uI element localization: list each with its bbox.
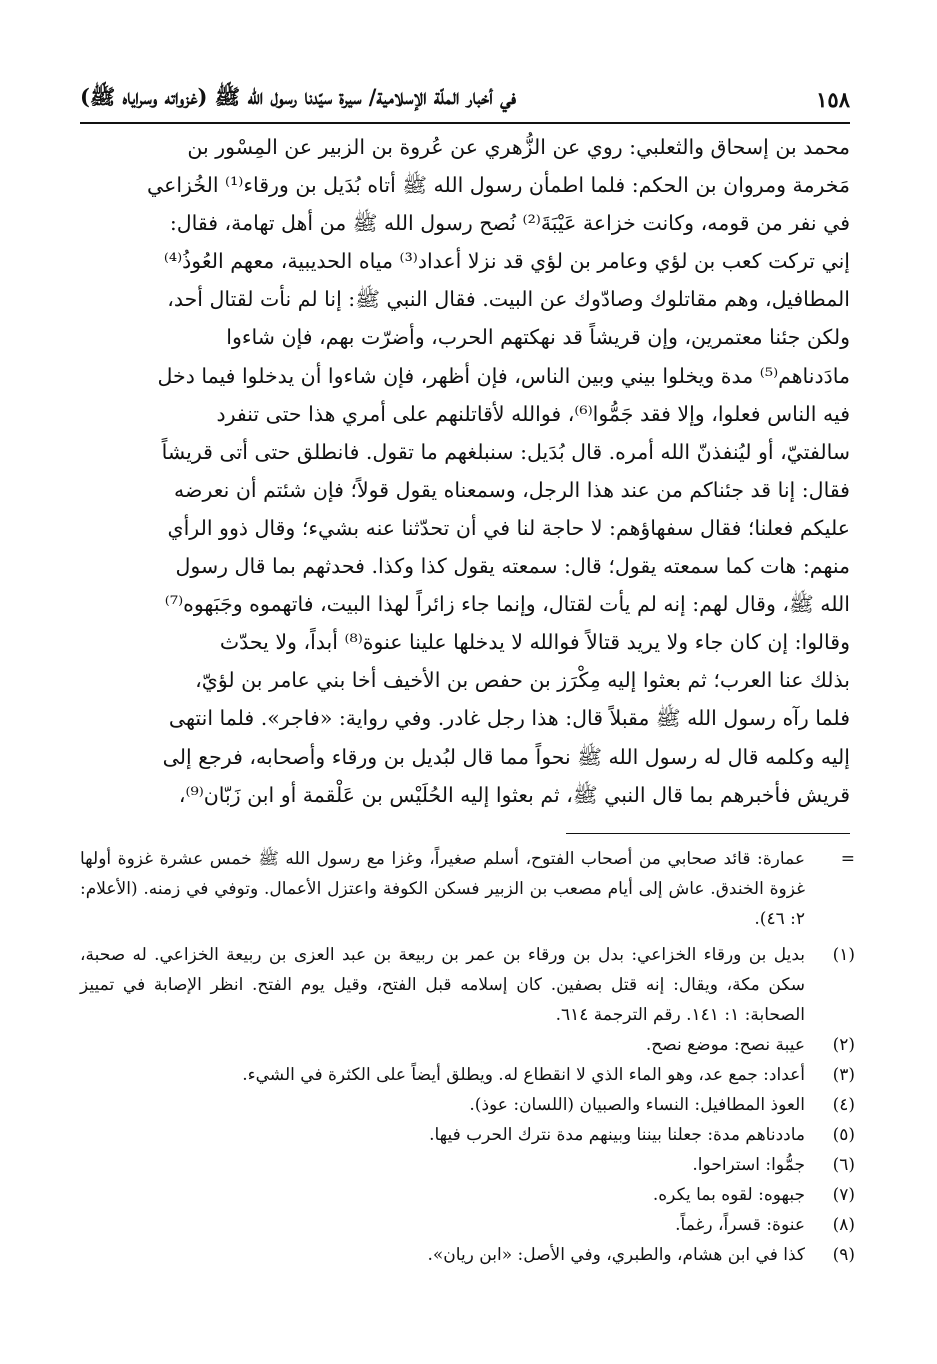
text-line: في نفر من قومه، وكانت خزاعة عَيْبَةَ⁽²⁾ نُصح رسول الله ﷺ من أهل تهامة، فقال: — [169, 211, 850, 236]
footnote-9 — [80, 1240, 855, 1270]
text-line: ولكن جئنا معتمرين، وإن قريشاً قد نهكتهم الحرب، وأضرّت بهم، فإن شاءوا — [226, 325, 850, 350]
footnote-text: العوذ المطافيل: النساء والصبيان (اللسان: عوذ). — [469, 1095, 805, 1115]
page-number: ١٥٨ — [816, 86, 850, 112]
footnote-text: بديل بن ورقاء الخزاعي: بدل بن ورقاء بن عمر بن ربيعة بن عبد العزى بن ربيعة الخزاعي. له صحبة، سكن مكة، ويقال: إنه قتل بصفين. كان إسلامه قبل الفتح، وقيل يوم الفتح. انظر الإصابة في تمييز الصحابة: ١: ١٤١. رقم الترجمة ٦١٤. — [80, 945, 805, 1025]
text-line: المطافيل، وهم مقاتلوك وصادّوك عن البيت. فقال النبي ﷺ: إنا لم نأت لقتال أحد، — [167, 287, 850, 312]
footnote-rule — [566, 833, 850, 834]
footnote-number: (٨) — [832, 1215, 855, 1235]
text-line: بذلك عنا العرب؛ ثم بعثوا إليه مِكْرَز بن حفص بن الأخيف أخا بني عامر بن لؤيّ، — [195, 668, 850, 693]
page-header — [80, 78, 850, 120]
footnote-text: أعداد: جمع عد، وهو الماء الذي لا انقطاع له. ويطلق أيضاً على الكثرة في الشيء. — [242, 1065, 805, 1085]
footnote-number: (٤) — [832, 1095, 855, 1115]
text-line: عليكم فعلنا؛ فقال سفهاؤهم: لا حاجة لنا في أن تحدّثنا عنه بشيء؛ وقال ذوو الرأي — [167, 515, 850, 540]
footnote-2 — [80, 1030, 855, 1060]
text-line: مَخرمة ومروان بن الحكم: فلما اطمأن رسول الله ﷺ أتاه بُدَيل بن ورقاء⁽¹⁾ الخُزاعي — [147, 173, 850, 198]
footnote-text: عمارة: قائد صحابي من أصحاب الفتوح، أسلم صغيراً، وغزا مع رسول الله ﷺ خمس عشرة غزوة أولها غزوة الخندق. عاش إلى أيام مصعب بن الزبير فسكن الكوفة واعتزل الأعمال. وتوفي في زمنه. (الأعلام: ٢: ٤٦). — [80, 849, 805, 929]
text-line: مادَدناهم⁽⁵⁾ مدة ويخلوا بيني وبين الناس، فإن أظهر، فإن شاءوا أن يدخلوا فيما دخل — [157, 363, 850, 388]
text-line: وقالوا: إن كان جاء ولا يريد قتالاً فوالله لا يدخلها علينا عنوة⁽⁸⁾ أبداً، ولا يحدّث — [219, 630, 850, 655]
footnotes — [80, 844, 855, 1270]
text-line: إليه وكلمه قال له رسول الله ﷺ نحواً مما قال لبُديل بن ورقاء وأصحابه، فرجع إلى — [162, 744, 850, 769]
footnote-3 — [80, 1060, 855, 1090]
text-line: فقال: إنا قد جئناكم من عند هذا الرجل، وسمعناه يقول قولاً؛ فإن شئتم أن نعرضه — [174, 477, 850, 502]
footnote-1 — [80, 940, 855, 1030]
footnote-continued — [80, 844, 855, 934]
footnote-6 — [80, 1150, 855, 1180]
text-line: إني تركت كعب بن لؤي وعامر بن لؤي قد نزلا أعداد⁽³⁾ مياه الحديبية، معهم العُوذُ⁽⁴⁾ — [163, 249, 850, 274]
footnote-4 — [80, 1090, 855, 1120]
text-line: محمد بن إسحاق والثعلبي: روي عن الزُّهري عن عُروة بن الزبير عن المِسْور بن — [187, 135, 850, 159]
text-line: سالفتيّ، أو ليُنفذنّ الله أمره. قال بُدَيل: سنبلغهم ما تقول. فانطلق حتى أتى قريشاً — [161, 439, 850, 464]
footnote-text: كذا في ابن هشام، والطبري، وفي الأصل: «ابن ريان». — [427, 1245, 805, 1265]
footnote-text: عيبة نصح: موضع نصح. — [645, 1035, 805, 1055]
footnote-8 — [80, 1210, 855, 1240]
footnote-5 — [80, 1120, 855, 1150]
text-line: قريش فأخبرهم بما قال النبي ﷺ، ثم بعثوا إليه الحُلَيْس بن عَلْقمة أو ابن زَبّان⁽⁹⁾، — [178, 782, 850, 807]
footnote-number: (٣) — [832, 1065, 855, 1085]
footnote-number: (٢) — [832, 1035, 855, 1055]
text-line: الله ﷺ، وقال لهم: إنه لم يأت لقتال، وإنما جاء زائراً لهذا البيت، فاتهموه وجَبَهوه⁽⁷⁾ — [164, 592, 850, 617]
text-line: فلما رآه رسول الله ﷺ مقبلاً قال: هذا رجل غادر. وفي رواية: «فاجر». فلما انتهى — [168, 706, 850, 731]
main-text — [80, 128, 850, 814]
footnote-number: (٥) — [832, 1125, 855, 1145]
header-rule — [80, 122, 850, 124]
footnote-text: جبهوه: لقوه بما يكره. — [652, 1185, 805, 1205]
footnote-number: = — [840, 849, 855, 869]
running-title: في أخبار الملّة الإسلامية/ سيرة سيّدنا رسول الله ﷺ (غزواته وسراياه ﷺ) — [80, 83, 517, 109]
footnote-number: (٧) — [832, 1185, 855, 1205]
footnote-number: (٦) — [832, 1155, 855, 1175]
footnote-text: عنوة: قسراً، رغماً. — [675, 1215, 805, 1235]
footnote-text: جمُّوا: استراحوا. — [692, 1155, 805, 1175]
footnote-number: (٩) — [832, 1245, 855, 1265]
footnote-number: (١) — [832, 945, 855, 965]
text-line: فيه الناس فعلوا، وإلا فقد جَمُّوا⁽⁶⁾، فوالله لأقاتلنهم على أمري هذا حتى تنفرد — [216, 401, 850, 426]
footnote-7 — [80, 1180, 855, 1210]
footnote-text: ماددناهم مدة: جعلنا بيننا وبينهم مدة نترك الحرب فيها. — [429, 1125, 805, 1145]
text-line: منهم: هات كما سمعته يقول؛ قال: سمعته يقول كذا وكذا. فحدثهم بما قال رسول — [175, 554, 850, 579]
